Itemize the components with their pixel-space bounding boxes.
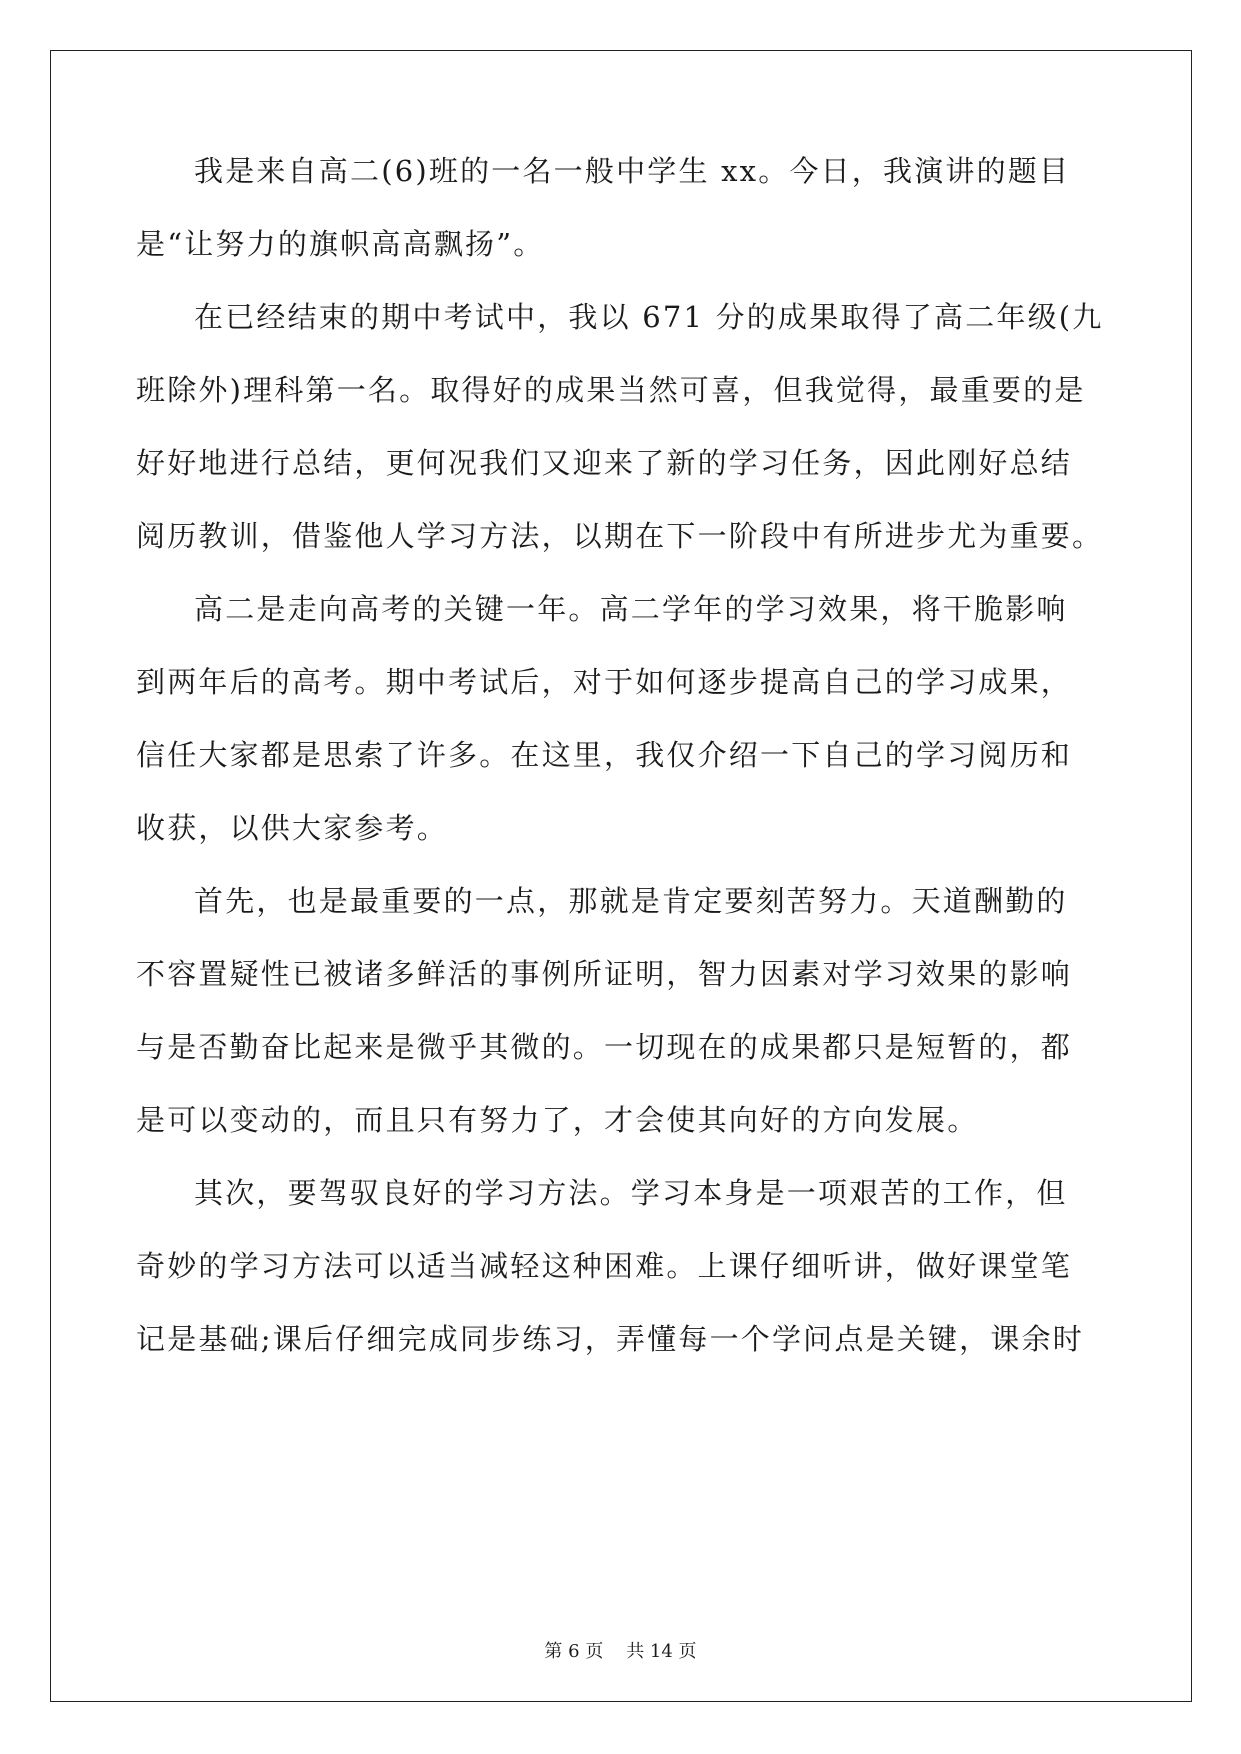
text-line: 阅历教训，借鉴他人学习方法，以期在下一阶段中有所进步尤为重要。: [136, 519, 1104, 553]
page-border: [50, 50, 1192, 1702]
text-line: 信任大家都是思索了许多。在这里，我仅介绍一下自己的学习阅历和: [136, 738, 1073, 772]
text-line: 其次，要驾驭良好的学习方法。学习本身是一项艰苦的工作，但: [194, 1176, 1068, 1210]
text-line: 好好地进行总结，更何况我们又迎来了新的学习任务，因此刚好总结: [136, 446, 1073, 480]
text-line: 是可以变动的，而且只有努力了，才会使其向好的方向发展。: [136, 1103, 979, 1137]
text-line: 首先，也是最重要的一点，那就是肯定要刻苦努力。天道酬勤的: [194, 884, 1068, 918]
text-line: 记是基础;课后仔细完成同步练习，弄懂每一个学问点是关键，课余时: [136, 1322, 1084, 1356]
text-line: 我是来自高二(6)班的一名一般中学生 xx。今日，我演讲的题目: [194, 154, 1071, 188]
page-number-footer: 第 6 页 共 14 页: [544, 1641, 697, 1662]
text-line: 与是否勤奋比起来是微乎其微的。一切现在的成果都只是短暂的，都: [136, 1030, 1073, 1064]
text-line: 是“让努力的旗帜高高飘扬”。: [136, 227, 545, 261]
text-line: 高二是走向高考的关键一年。高二学年的学习效果，将干脆影响: [194, 592, 1068, 626]
text-line: 到两年后的高考。期中考试后，对于如何逐步提高自己的学习成果，: [136, 665, 1073, 699]
text-line: 在已经结束的期中考试中，我以 671 分的成果取得了高二年级(九: [194, 300, 1104, 334]
text-line: 不容置疑性已被诸多鲜活的事例所证明，智力因素对学习效果的影响: [136, 957, 1073, 991]
text-line: 奇妙的学习方法可以适当减轻这种困难。上课仔细听讲，做好课堂笔: [136, 1249, 1073, 1283]
text-line: 班除外)理科第一名。取得好的成果当然可喜，但我觉得，最重要的是: [136, 373, 1086, 407]
text-line: 收获，以供大家参考。: [136, 811, 449, 845]
